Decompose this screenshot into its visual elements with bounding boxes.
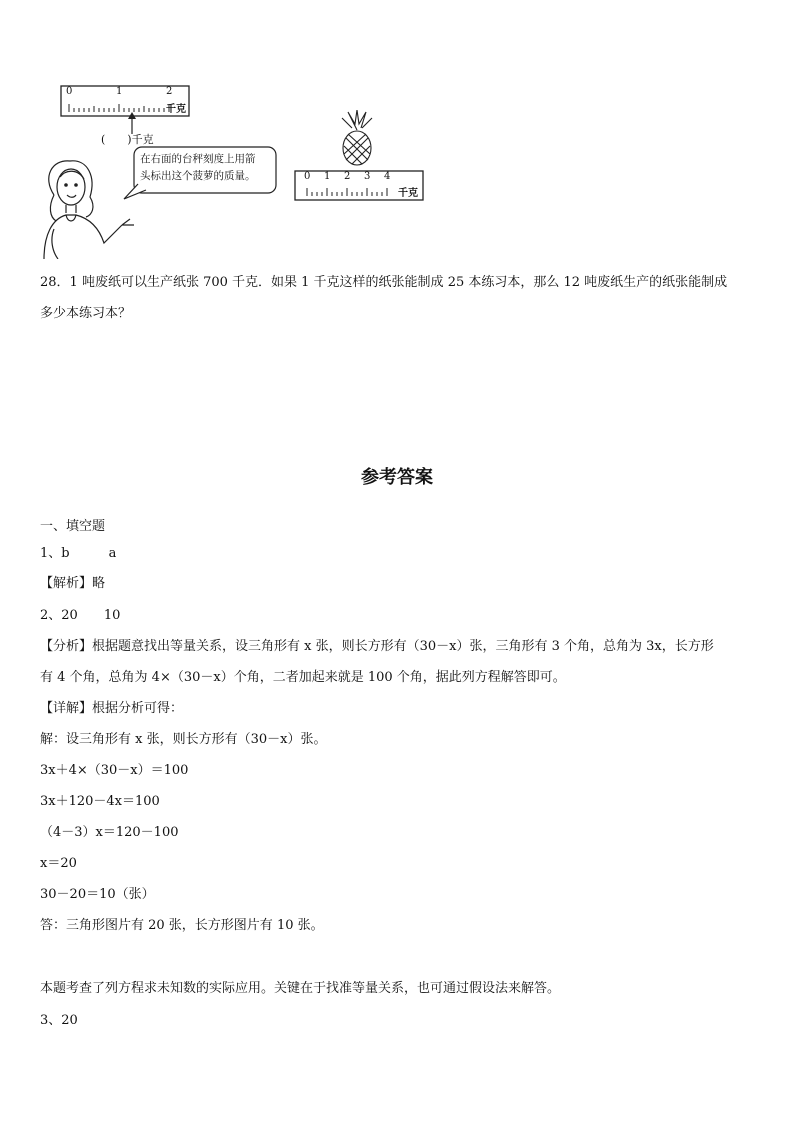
- answer-line-3: 2、20 10: [40, 608, 121, 623]
- answers-title: 参考答案: [361, 467, 433, 488]
- left-scale-tick-2: 2: [166, 86, 173, 97]
- answer-line-5: 有 4 个角，总角为 4×（30－x）个角，二者加起来就是 100 个角，据此列方程解答即可。: [40, 670, 566, 685]
- pineapple-illustration: [334, 110, 380, 166]
- right-scale-tick-0: 0: [304, 171, 311, 182]
- speech-text: [140, 151, 272, 185]
- speech-line-2: 头标出这个菠萝的质量。: [140, 170, 256, 182]
- answer-blank: ( )千克: [101, 133, 154, 146]
- answer-line-4: 【分析】根据题意找出等量关系，设三角形有 x 张，则长方形有（30－x）张，三角形有 3 个角，总角为 3x，长方形: [40, 639, 714, 654]
- speech-line-1: 在右面的台秤刻度上用箭: [140, 153, 256, 165]
- answer-line-7: 解：设三角形有 x 张，则长方形有（30－x）张。: [40, 732, 327, 747]
- figure: [0, 0, 794, 265]
- answer-line-9: 3x＋120－4x＝100: [40, 794, 160, 809]
- answer-line-10: （4－3）x＝120－100: [40, 825, 179, 840]
- girl-illustration: [30, 155, 140, 259]
- question-28-line-2: 多少本练习本？: [40, 306, 132, 321]
- answer-line-12: 30－20＝10（张）: [40, 887, 155, 902]
- left-scale-tick-0: 0: [66, 86, 73, 97]
- answer-line-13: 答：三角形图片有 20 张，长方形图片有 10 张。: [40, 918, 324, 933]
- answer-line-1: 1、b a: [40, 546, 117, 561]
- right-scale-tick-3: 3: [364, 171, 371, 182]
- answer-line-8: 3x＋4×（30－x）＝100: [40, 763, 189, 778]
- right-scale-tick-2: 2: [344, 171, 351, 182]
- right-scale-tick-4: 4: [384, 171, 391, 182]
- answer-line-2: 【解析】略: [40, 576, 106, 591]
- right-scale-unit: 千克: [398, 188, 418, 199]
- section-heading: 一、填空题: [40, 519, 106, 534]
- answer-line-11: x＝20: [40, 856, 77, 871]
- left-scale-unit: 千克: [166, 104, 186, 115]
- question-28-line-1: 28．1 吨废纸可以生产纸张 700 千克．如果 1 千克这样的纸张能制成 25 本练习本，那么 12 吨废纸生产的纸张能制成: [40, 275, 728, 290]
- answer-line-14: 本题考查了列方程求未知数的实际应用。关键在于找准等量关系，也可通过假设法来解答。: [40, 981, 561, 996]
- left-scale-tick-1: 1: [116, 86, 123, 97]
- answer-line-6: 【详解】根据分析可得：: [40, 701, 184, 716]
- answer-line-15: 3、20: [40, 1013, 78, 1028]
- right-scale-tick-1: 1: [324, 171, 331, 182]
